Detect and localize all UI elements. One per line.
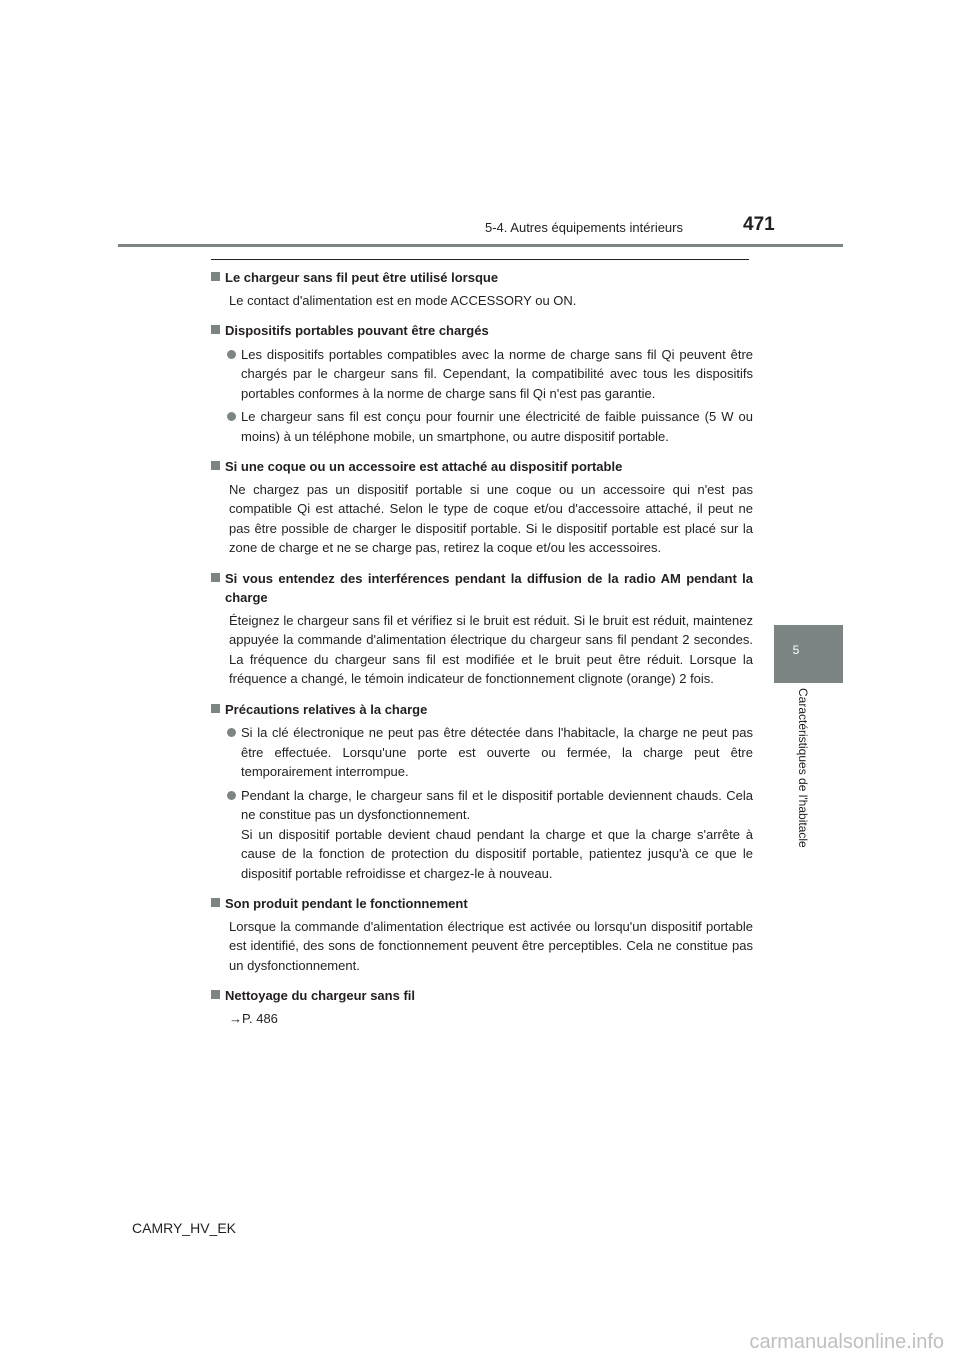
- square-bullet-icon: [211, 898, 220, 907]
- section-charger-usable: [211, 268, 753, 310]
- arrow-right-icon: →: [229, 1010, 242, 1026]
- section-chargeable-devices: [211, 321, 753, 446]
- section-charging-precautions: [211, 700, 753, 884]
- heading-text: Son produit pendant le fonctionnement: [225, 896, 468, 911]
- square-bullet-icon: [211, 325, 220, 334]
- square-bullet-icon: [211, 990, 220, 999]
- list-item-text: Les dispositifs portables compatibles avec la norme de charge sans fil Qi peuvent être chargés par le chargeur sans fil. Cependant, la compatibilité avec tous les dispositifs portables conformes à la norme de charge sans fil Qi n'est pas garantie.: [241, 346, 753, 401]
- section-heading: [211, 457, 753, 477]
- heading-text: Dispositifs portables pouvant être chargés: [225, 323, 489, 338]
- section-am-interference: [211, 569, 753, 689]
- section-divider: [211, 259, 749, 260]
- section-title: 5-4. Autres équipements intérieurs: [485, 220, 683, 235]
- chapter-title: Caractéristiques de l'habitacle: [796, 688, 810, 848]
- header-rule: [118, 244, 843, 247]
- section-heading: [211, 700, 753, 720]
- section-heading: [211, 986, 753, 1006]
- list-item: [211, 723, 753, 782]
- square-bullet-icon: [211, 272, 220, 281]
- square-bullet-icon: [211, 461, 220, 470]
- page-number: 471: [743, 214, 775, 235]
- model-code: CAMRY_HV_EK: [132, 1220, 237, 1236]
- paragraph: Ne chargez pas un dispositif portable si une coque ou un accessoire qui n'est pas compatible Qi est attaché. Selon le type de coque et/ou d'accessoire attaché, il peut ne pas être possible de charger le dispositif portable. Si le dispositif portable est placé sur la zone de charge et ne se charge pas, retirez la coque et/ou les accessoires.: [229, 481, 753, 555]
- section-operation-sound: [211, 894, 753, 975]
- list-item-text: Le chargeur sans fil est conçu pour fournir une électricité de faible puissance (5 W ou moins) à un téléphone mobile, un smartphone, ou autre dispositif portable.: [241, 409, 753, 444]
- section-heading: [211, 268, 753, 288]
- paragraph: Éteignez le chargeur sans fil et vérifiez si le bruit est réduit. Si le bruit est réduit, maintenez appuyée la commande d'alimentation électrique du chargeur sans fil pendant 2 secondes. La fréquence du chargeur sans fil est modifiée et le bruit peut être réduit. Lorsque la fréquence a changé, le témoin indicateur de fonctionnement clignote (orange) 2 fois.: [229, 612, 753, 686]
- section-heading: [211, 569, 753, 608]
- page-content: [211, 268, 753, 1039]
- watermark: carmanualsonline.info: [749, 1331, 944, 1353]
- heading-text: Précautions relatives à la charge: [225, 701, 428, 717]
- paragraph: Le contact d'alimentation est en mode ACCESSORY ou ON.: [229, 292, 577, 308]
- section-case-accessory: [211, 457, 753, 558]
- heading-text: Nettoyage du chargeur sans fil: [225, 988, 415, 1003]
- section-cleaning: [211, 986, 753, 1028]
- section-heading: [211, 894, 753, 914]
- heading-text: Si une coque ou un accessoire est attaché au dispositif portable: [225, 459, 623, 474]
- paragraph: Lorsque la commande d'alimentation électrique est activée ou lorsqu'un dispositif portable est identifié, des sons de fonctionnement peuvent être perceptibles. Cela ne constitue pas un dysfonctionnement.: [229, 918, 753, 973]
- circle-bullet-icon: [227, 412, 236, 421]
- circle-bullet-icon: [227, 350, 236, 359]
- chapter-tab: [774, 625, 843, 683]
- list-item: [211, 345, 753, 404]
- square-bullet-icon: [211, 704, 220, 713]
- heading-text: Si vous entendez des interférences pendant la diffusion de la radio AM pendant la charge: [225, 570, 753, 605]
- page-reference-link[interactable]: P. 486: [242, 1010, 278, 1026]
- circle-bullet-icon: [227, 728, 236, 737]
- chapter-number: 5: [792, 643, 800, 657]
- list-item: [211, 407, 753, 446]
- circle-bullet-icon: [227, 791, 236, 800]
- heading-text: Le chargeur sans fil peut être utilisé lorsque: [225, 270, 499, 285]
- section-heading: [211, 321, 753, 341]
- list-item: [211, 786, 753, 884]
- page-reference: [211, 1009, 753, 1029]
- list-item-text: Si un dispositif portable devient chaud pendant la charge et que la charge s'arrête à cause de la fonction de protection du dispositif portable, patientez jusqu'à ce que le dispositif portable refroidisse et chargez-le à nouveau.: [241, 826, 753, 881]
- list-item-text: Pendant la charge, le chargeur sans fil et le dispositif portable deviennent chauds. Cela ne constitue pas un dysfonctionnement.: [241, 787, 753, 822]
- list-item-text: Si la clé électronique ne peut pas être détectée dans l'habitacle, la charge ne peut pas être effectuée. Lorsqu'une porte est ouverte ou fermée, la charge peut être temporairement interrompue.: [241, 725, 753, 779]
- square-bullet-icon: [211, 573, 220, 582]
